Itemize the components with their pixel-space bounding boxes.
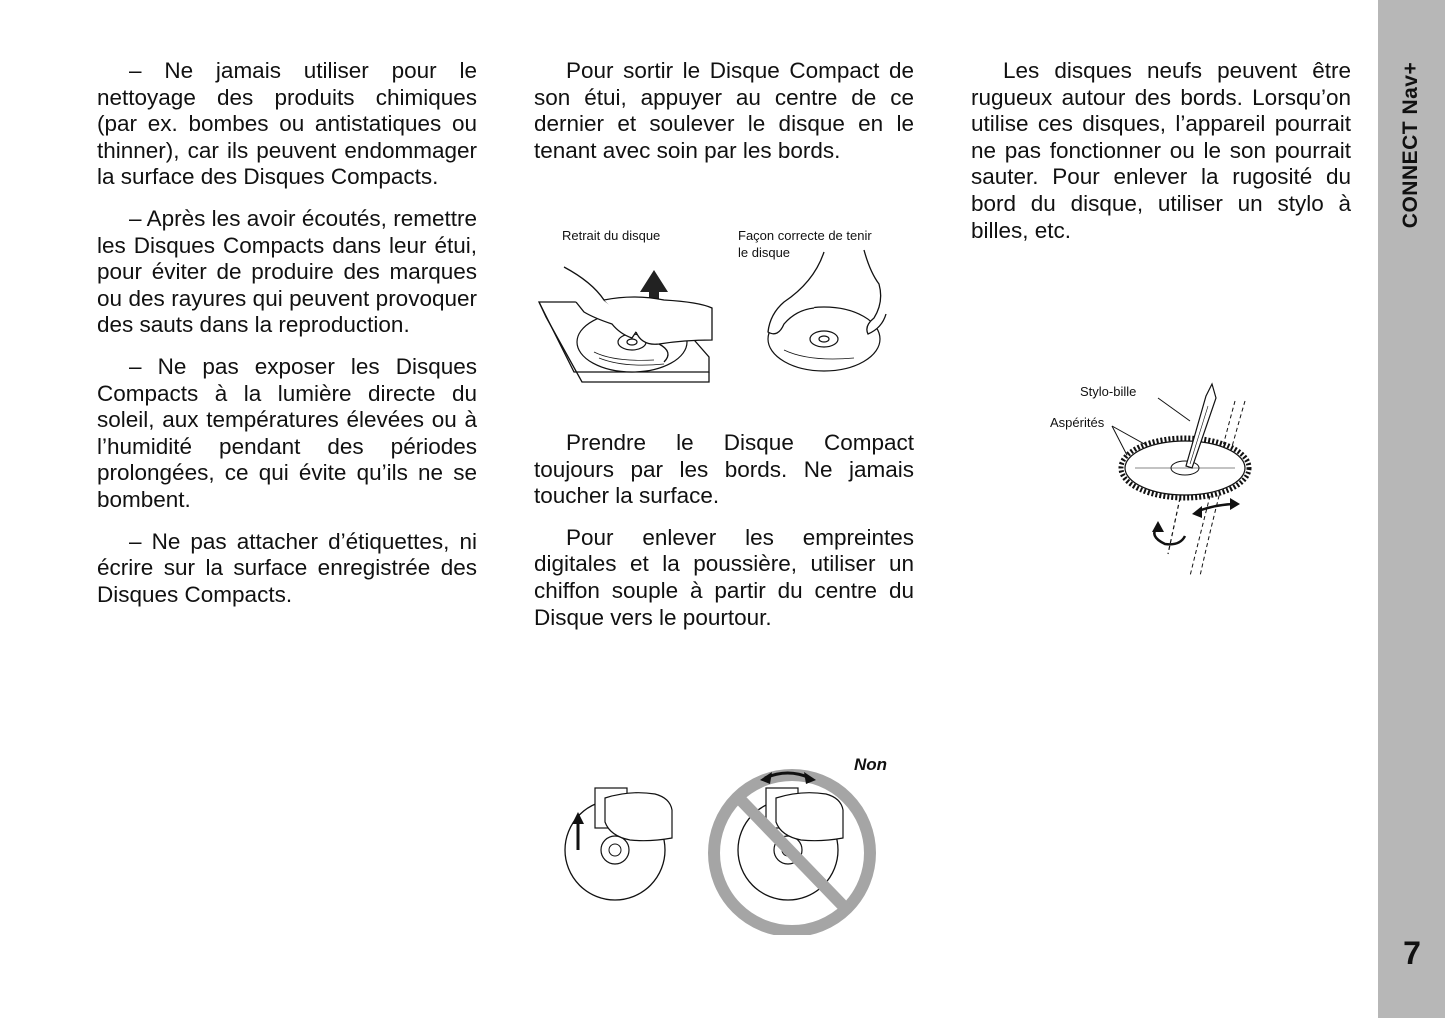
holding-label-line2: le disque — [738, 245, 791, 260]
paragraph: Les disques neufs peuvent être rugueux autour des bords. Lorsqu’on utilise ces disques, l’appareil pourrait ne pas fonctionner ou le son pourrait sauter. Pour enlever la rugosité du bord du disque, utiliser un stylo à billes, etc. — [971, 58, 1351, 243]
paragraph: Pour enlever les empreintes digitales et la poussière, utiliser un chiffon souple à partir du centre du Disque vers le pourtour. — [534, 524, 914, 630]
correct-wiping — [565, 788, 672, 900]
disc — [1121, 438, 1249, 498]
paragraph: – Ne pas exposer les Disques Compacts à la lumière directe du soleil, aux températures élevées ou à l’humidité pendant des périodes prolongées, ce qui évite qu’ils ne se bombent. — [97, 353, 477, 512]
middle-column — [534, 58, 914, 179]
paragraph: – Ne pas attacher d’étiquettes, ni écrire sur la surface enregistrée des Disques Compacts. — [97, 528, 477, 607]
paragraph: Pour sortir le Disque Compact de son étui, appuyer au centre de ce dernier et soulever le disque en le tenant avec soin par les bords. — [534, 58, 914, 163]
roughness-removal-illustration — [1040, 376, 1270, 581]
middle-column-lower — [534, 430, 914, 646]
section-title — [1382, 40, 1440, 250]
rotation-arrow-icon — [1154, 504, 1236, 544]
holding-label-line1: Façon correcte de tenir — [738, 228, 872, 243]
paragraph: Prendre le Disque Compact toujours par les bords. Ne jamais toucher la surface. — [534, 430, 914, 509]
right-column — [971, 58, 1351, 259]
left-column — [97, 58, 477, 623]
disc-removal-illustration — [534, 222, 914, 407]
page-number: 7 — [1403, 935, 1421, 971]
section-title-text: CONNECT Nav+ — [1399, 61, 1422, 229]
wrong-label: Non — [854, 755, 888, 774]
removal-label: Retrait du disque — [562, 228, 661, 243]
wiping-direction-illustration — [560, 750, 910, 935]
pen-label: Stylo-bille — [1080, 384, 1137, 399]
roughness-label: Aspérités — [1050, 415, 1105, 430]
paragraph: – Après les avoir écoutés, remettre les Disques Compacts dans leur étui, pour éviter de produire des marques ou des rayures qui peuvent provoquer des sauts dans la reproduction. — [97, 205, 477, 338]
paragraph: – Ne jamais utiliser pour le nettoyage des produits chimiques (par ex. bombes ou antistatiques ou thinner), car ils peuvent endommager la surface des Disques Compacts. — [97, 58, 477, 190]
wrong-wiping — [714, 772, 870, 931]
